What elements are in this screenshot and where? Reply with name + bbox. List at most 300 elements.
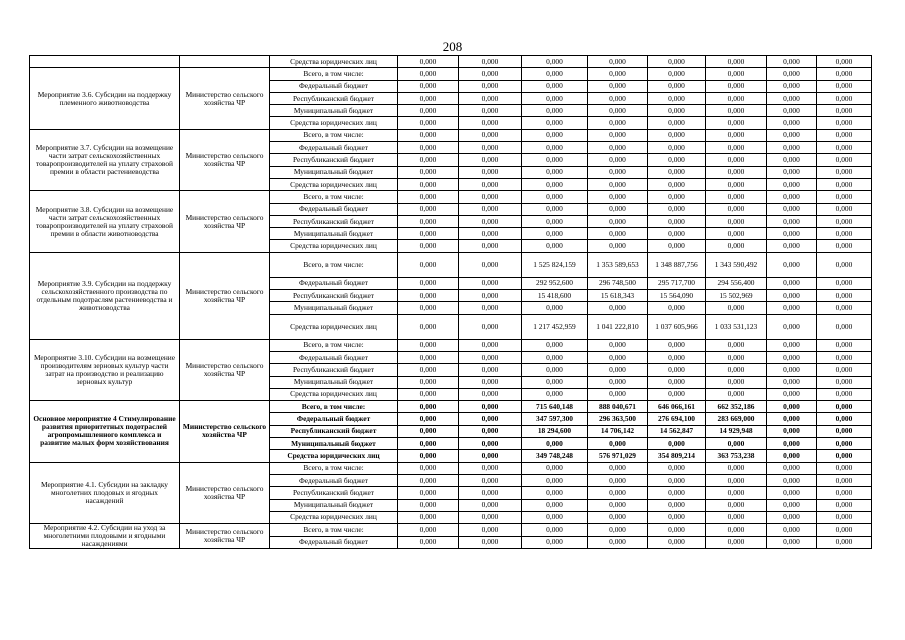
amount-cell: 0,000 <box>398 351 459 363</box>
amount-cell: 0,000 <box>588 68 648 80</box>
amount-cell: 0,000 <box>459 142 522 154</box>
amount-cell: 0,000 <box>648 474 706 486</box>
amount-cell: 0,000 <box>767 376 817 388</box>
amount-cell: 888 040,671 <box>588 401 648 413</box>
amount-cell: 0,000 <box>817 376 872 388</box>
amount-cell: 0,000 <box>398 80 459 92</box>
amount-cell: 0,000 <box>588 105 648 117</box>
amount-cell: 0,000 <box>588 129 648 141</box>
amount-cell: 0,000 <box>459 401 522 413</box>
amount-cell: 0,000 <box>588 166 648 178</box>
amount-cell: 0,000 <box>817 191 872 203</box>
executor-cell: Министерство сельского хозяйства ЧР <box>180 252 270 339</box>
amount-cell: 0,000 <box>817 438 872 450</box>
amount-cell: 0,000 <box>817 339 872 351</box>
amount-cell: 0,000 <box>459 524 522 537</box>
amount-cell: 0,000 <box>817 56 872 68</box>
amount-cell: 0,000 <box>522 191 588 203</box>
amount-cell: 0,000 <box>817 450 872 462</box>
amount-cell: 0,000 <box>588 215 648 227</box>
amount-cell: 0,000 <box>522 92 588 104</box>
amount-cell: 662 352,186 <box>706 401 767 413</box>
amount-cell: 15 618,343 <box>588 290 648 302</box>
amount-cell: 0,000 <box>706 215 767 227</box>
amount-cell: 0,000 <box>648 142 706 154</box>
amount-cell: 0,000 <box>767 536 817 549</box>
amount-cell: 0,000 <box>398 524 459 537</box>
amount-cell: 0,000 <box>398 166 459 178</box>
amount-cell: 354 809,214 <box>648 450 706 462</box>
amount-cell: 0,000 <box>706 499 767 511</box>
amount-cell: 0,000 <box>459 68 522 80</box>
amount-cell: 0,000 <box>522 215 588 227</box>
amount-cell: 0,000 <box>522 487 588 499</box>
amount-cell: 0,000 <box>706 438 767 450</box>
funding-source-cell: Республиканский бюджет <box>270 487 398 499</box>
amount-cell: 0,000 <box>398 462 459 474</box>
budget-table <box>29 55 872 549</box>
amount-cell: 0,000 <box>648 68 706 80</box>
amount-cell: 0,000 <box>648 388 706 400</box>
amount-cell: 0,000 <box>522 117 588 129</box>
amount-cell: 0,000 <box>817 413 872 425</box>
amount-cell: 0,000 <box>817 474 872 486</box>
funding-source-cell: Муниципальный бюджет <box>270 302 398 314</box>
amount-cell: 0,000 <box>817 252 872 277</box>
amount-cell: 0,000 <box>767 240 817 252</box>
amount-cell: 0,000 <box>459 252 522 277</box>
amount-cell: 0,000 <box>706 474 767 486</box>
page-number: 208 <box>442 39 463 54</box>
amount-cell: 0,000 <box>522 536 588 549</box>
funding-source-cell: Федеральный бюджет <box>270 80 398 92</box>
amount-cell: 0,000 <box>817 388 872 400</box>
amount-cell: 0,000 <box>648 105 706 117</box>
table-row <box>30 68 872 80</box>
amount-cell: 0,000 <box>767 117 817 129</box>
amount-cell: 0,000 <box>648 117 706 129</box>
amount-cell: 0,000 <box>522 228 588 240</box>
amount-cell: 0,000 <box>706 302 767 314</box>
table-row <box>30 524 872 537</box>
amount-cell: 0,000 <box>459 511 522 523</box>
amount-cell: 0,000 <box>648 499 706 511</box>
amount-cell: 1 033 531,123 <box>706 314 767 339</box>
amount-cell: 0,000 <box>522 376 588 388</box>
amount-cell: 0,000 <box>588 499 648 511</box>
amount-cell: 0,000 <box>706 154 767 166</box>
amount-cell: 0,000 <box>767 203 817 215</box>
funding-source-cell: Средства юридических лиц <box>270 178 398 190</box>
amount-cell: 0,000 <box>398 450 459 462</box>
table-row <box>30 252 872 277</box>
amount-cell: 0,000 <box>459 240 522 252</box>
funding-source-cell: Республиканский бюджет <box>270 364 398 376</box>
amount-cell: 0,000 <box>706 376 767 388</box>
funding-source-cell: Средства юридических лиц <box>270 117 398 129</box>
amount-cell: 0,000 <box>398 129 459 141</box>
amount-cell: 0,000 <box>767 474 817 486</box>
amount-cell: 295 717,700 <box>648 277 706 289</box>
amount-cell: 0,000 <box>817 499 872 511</box>
amount-cell: 0,000 <box>522 339 588 351</box>
amount-cell: 0,000 <box>767 191 817 203</box>
amount-cell: 0,000 <box>817 364 872 376</box>
amount-cell: 0,000 <box>398 401 459 413</box>
amount-cell: 0,000 <box>522 129 588 141</box>
amount-cell: 0,000 <box>817 511 872 523</box>
amount-cell: 0,000 <box>398 215 459 227</box>
amount-cell: 0,000 <box>588 240 648 252</box>
amount-cell: 0,000 <box>648 191 706 203</box>
amount-cell: 0,000 <box>459 191 522 203</box>
amount-cell: 0,000 <box>522 499 588 511</box>
funding-source-cell: Республиканский бюджет <box>270 215 398 227</box>
amount-cell: 0,000 <box>398 142 459 154</box>
amount-cell: 0,000 <box>767 499 817 511</box>
amount-cell: 0,000 <box>459 302 522 314</box>
amount-cell: 283 669,000 <box>706 413 767 425</box>
amount-cell: 0,000 <box>588 474 648 486</box>
amount-cell: 0,000 <box>706 462 767 474</box>
amount-cell: 0,000 <box>522 474 588 486</box>
amount-cell: 0,000 <box>459 154 522 166</box>
amount-cell: 0,000 <box>459 314 522 339</box>
amount-cell: 292 952,600 <box>522 277 588 289</box>
amount-cell: 0,000 <box>398 252 459 277</box>
amount-cell: 0,000 <box>767 314 817 339</box>
amount-cell: 0,000 <box>398 154 459 166</box>
amount-cell: 0,000 <box>398 203 459 215</box>
amount-cell: 1 041 222,810 <box>588 314 648 339</box>
amount-cell: 0,000 <box>398 178 459 190</box>
table-row <box>30 191 872 203</box>
amount-cell: 0,000 <box>648 228 706 240</box>
amount-cell: 0,000 <box>459 129 522 141</box>
amount-cell: 0,000 <box>648 536 706 549</box>
amount-cell: 15 502,969 <box>706 290 767 302</box>
amount-cell: 0,000 <box>398 240 459 252</box>
amount-cell: 0,000 <box>522 302 588 314</box>
funding-source-cell: Республиканский бюджет <box>270 92 398 104</box>
amount-cell: 0,000 <box>706 364 767 376</box>
funding-source-cell: Республиканский бюджет <box>270 290 398 302</box>
executor-cell <box>180 56 270 68</box>
amount-cell: 0,000 <box>459 290 522 302</box>
measure-name-cell: Мероприятие 3.9. Субсидии на поддержку сельскохозяйственного производства по отдельным подотраслям растениеводства и животноводства <box>30 252 180 339</box>
amount-cell: 0,000 <box>767 401 817 413</box>
funding-source-cell: Федеральный бюджет <box>270 277 398 289</box>
amount-cell: 0,000 <box>767 462 817 474</box>
amount-cell: 1 217 452,959 <box>522 314 588 339</box>
funding-source-cell: Средства юридических лиц <box>270 511 398 523</box>
funding-source-cell: Средства юридических лиц <box>270 388 398 400</box>
amount-cell: 0,000 <box>648 339 706 351</box>
amount-cell: 0,000 <box>459 105 522 117</box>
amount-cell: 0,000 <box>522 511 588 523</box>
amount-cell: 0,000 <box>648 511 706 523</box>
amount-cell: 0,000 <box>522 203 588 215</box>
amount-cell: 0,000 <box>588 487 648 499</box>
amount-cell: 0,000 <box>398 68 459 80</box>
funding-source-cell: Муниципальный бюджет <box>270 105 398 117</box>
amount-cell: 0,000 <box>817 215 872 227</box>
amount-cell: 0,000 <box>588 56 648 68</box>
amount-cell: 0,000 <box>398 314 459 339</box>
amount-cell: 0,000 <box>767 105 817 117</box>
amount-cell: 0,000 <box>817 536 872 549</box>
amount-cell: 0,000 <box>459 388 522 400</box>
amount-cell: 0,000 <box>767 129 817 141</box>
amount-cell: 363 753,238 <box>706 450 767 462</box>
amount-cell: 0,000 <box>588 364 648 376</box>
amount-cell: 0,000 <box>588 511 648 523</box>
amount-cell: 0,000 <box>459 536 522 549</box>
amount-cell: 0,000 <box>459 438 522 450</box>
funding-source-cell: Всего, в том числе: <box>270 462 398 474</box>
executor-cell: Министерство сельского хозяйства ЧР <box>180 191 270 252</box>
funding-source-cell: Всего, в том числе: <box>270 252 398 277</box>
amount-cell: 0,000 <box>459 487 522 499</box>
amount-cell: 0,000 <box>767 92 817 104</box>
amount-cell: 0,000 <box>522 56 588 68</box>
amount-cell: 0,000 <box>588 376 648 388</box>
amount-cell: 0,000 <box>459 228 522 240</box>
measure-name-cell: Мероприятие 3.10. Субсидии на возмещение производителям зерновых культур части затрат на производство и реализацию зерновых культур <box>30 339 180 400</box>
amount-cell: 0,000 <box>588 339 648 351</box>
funding-source-cell: Республиканский бюджет <box>270 154 398 166</box>
amount-cell: 0,000 <box>588 80 648 92</box>
amount-cell: 0,000 <box>459 413 522 425</box>
amount-cell: 0,000 <box>588 178 648 190</box>
amount-cell: 0,000 <box>706 536 767 549</box>
amount-cell: 0,000 <box>767 450 817 462</box>
amount-cell: 0,000 <box>588 92 648 104</box>
amount-cell: 0,000 <box>588 191 648 203</box>
amount-cell: 0,000 <box>706 524 767 537</box>
amount-cell: 0,000 <box>522 364 588 376</box>
amount-cell: 0,000 <box>817 142 872 154</box>
amount-cell: 0,000 <box>767 252 817 277</box>
funding-source-cell: Всего, в том числе: <box>270 401 398 413</box>
amount-cell: 0,000 <box>398 302 459 314</box>
amount-cell: 0,000 <box>767 277 817 289</box>
funding-source-cell: Федеральный бюджет <box>270 536 398 549</box>
funding-source-cell: Средства юридических лиц <box>270 314 398 339</box>
amount-cell: 0,000 <box>398 364 459 376</box>
amount-cell: 0,000 <box>588 154 648 166</box>
amount-cell: 0,000 <box>459 339 522 351</box>
amount-cell: 0,000 <box>459 351 522 363</box>
amount-cell: 0,000 <box>459 450 522 462</box>
amount-cell: 0,000 <box>522 388 588 400</box>
amount-cell: 0,000 <box>817 302 872 314</box>
amount-cell: 0,000 <box>588 203 648 215</box>
amount-cell: 1 353 589,653 <box>588 252 648 277</box>
amount-cell: 0,000 <box>522 166 588 178</box>
amount-cell: 576 971,029 <box>588 450 648 462</box>
amount-cell: 0,000 <box>706 56 767 68</box>
amount-cell: 0,000 <box>767 524 817 537</box>
amount-cell: 0,000 <box>459 364 522 376</box>
amount-cell: 0,000 <box>522 154 588 166</box>
amount-cell: 0,000 <box>522 462 588 474</box>
executor-cell: Министерство сельского хозяйства ЧР <box>180 524 270 549</box>
funding-source-cell: Средства юридических лиц <box>270 240 398 252</box>
amount-cell: 0,000 <box>706 240 767 252</box>
amount-cell: 0,000 <box>459 80 522 92</box>
amount-cell: 0,000 <box>706 68 767 80</box>
amount-cell: 18 294,600 <box>522 425 588 437</box>
amount-cell: 0,000 <box>588 228 648 240</box>
amount-cell: 0,000 <box>706 166 767 178</box>
amount-cell: 0,000 <box>398 511 459 523</box>
amount-cell: 0,000 <box>767 413 817 425</box>
amount-cell: 0,000 <box>706 80 767 92</box>
amount-cell: 715 640,148 <box>522 401 588 413</box>
funding-source-cell: Средства юридических лиц <box>270 56 398 68</box>
amount-cell: 0,000 <box>588 536 648 549</box>
amount-cell: 0,000 <box>817 351 872 363</box>
amount-cell: 0,000 <box>706 129 767 141</box>
amount-cell: 0,000 <box>522 68 588 80</box>
amount-cell: 0,000 <box>588 388 648 400</box>
amount-cell: 0,000 <box>522 178 588 190</box>
table-row <box>30 401 872 413</box>
amount-cell: 0,000 <box>459 203 522 215</box>
amount-cell: 0,000 <box>648 462 706 474</box>
funding-source-cell: Муниципальный бюджет <box>270 166 398 178</box>
amount-cell: 0,000 <box>706 105 767 117</box>
amount-cell: 0,000 <box>648 351 706 363</box>
amount-cell: 0,000 <box>522 351 588 363</box>
table-body <box>30 56 872 549</box>
amount-cell: 0,000 <box>767 511 817 523</box>
funding-source-cell: Муниципальный бюджет <box>270 438 398 450</box>
amount-cell: 0,000 <box>398 339 459 351</box>
amount-cell: 0,000 <box>817 68 872 80</box>
amount-cell: 0,000 <box>588 524 648 537</box>
amount-cell: 0,000 <box>767 351 817 363</box>
amount-cell: 14 706,142 <box>588 425 648 437</box>
amount-cell: 0,000 <box>522 438 588 450</box>
amount-cell: 0,000 <box>588 142 648 154</box>
amount-cell: 0,000 <box>817 240 872 252</box>
amount-cell: 0,000 <box>459 92 522 104</box>
amount-cell: 0,000 <box>398 56 459 68</box>
amount-cell: 15 418,600 <box>522 290 588 302</box>
amount-cell: 0,000 <box>398 487 459 499</box>
measure-name-cell: Мероприятие 3.6. Субсидии на поддержку племенного животноводства <box>30 68 180 129</box>
amount-cell: 1 343 590,492 <box>706 252 767 277</box>
amount-cell: 0,000 <box>398 191 459 203</box>
amount-cell: 0,000 <box>767 339 817 351</box>
amount-cell: 0,000 <box>459 56 522 68</box>
amount-cell: 0,000 <box>398 228 459 240</box>
amount-cell: 0,000 <box>817 117 872 129</box>
amount-cell: 0,000 <box>817 203 872 215</box>
amount-cell: 347 597,300 <box>522 413 588 425</box>
funding-source-cell: Муниципальный бюджет <box>270 499 398 511</box>
measure-name-cell: Мероприятие 4.2. Субсидии на уход за многолетними плодовыми и ягодными насаждениями <box>30 524 180 549</box>
executor-cell: Министерство сельского хозяйства ЧР <box>180 68 270 129</box>
amount-cell: 0,000 <box>767 166 817 178</box>
amount-cell: 0,000 <box>706 388 767 400</box>
executor-cell: Министерство сельского хозяйства ЧР <box>180 401 270 462</box>
amount-cell: 0,000 <box>817 277 872 289</box>
funding-source-cell: Всего, в том числе: <box>270 339 398 351</box>
funding-source-cell: Федеральный бюджет <box>270 142 398 154</box>
funding-source-cell: Федеральный бюджет <box>270 474 398 486</box>
amount-cell: 0,000 <box>648 215 706 227</box>
amount-cell: 0,000 <box>817 487 872 499</box>
amount-cell: 0,000 <box>648 240 706 252</box>
amount-cell: 0,000 <box>767 487 817 499</box>
amount-cell: 0,000 <box>459 376 522 388</box>
funding-source-cell: Муниципальный бюджет <box>270 376 398 388</box>
amount-cell: 14 929,948 <box>706 425 767 437</box>
amount-cell: 0,000 <box>706 92 767 104</box>
funding-source-cell: Всего, в том числе: <box>270 129 398 141</box>
amount-cell: 0,000 <box>398 438 459 450</box>
amount-cell: 0,000 <box>459 474 522 486</box>
amount-cell: 0,000 <box>459 117 522 129</box>
amount-cell: 0,000 <box>588 462 648 474</box>
amount-cell: 0,000 <box>706 228 767 240</box>
amount-cell: 0,000 <box>588 302 648 314</box>
amount-cell: 0,000 <box>767 438 817 450</box>
amount-cell: 0,000 <box>767 154 817 166</box>
amount-cell: 0,000 <box>398 474 459 486</box>
funding-source-cell: Федеральный бюджет <box>270 203 398 215</box>
amount-cell: 0,000 <box>648 203 706 215</box>
amount-cell: 0,000 <box>767 68 817 80</box>
amount-cell: 0,000 <box>817 129 872 141</box>
amount-cell: 646 066,161 <box>648 401 706 413</box>
amount-cell: 0,000 <box>767 178 817 190</box>
amount-cell: 0,000 <box>648 178 706 190</box>
amount-cell: 0,000 <box>767 290 817 302</box>
amount-cell: 0,000 <box>459 499 522 511</box>
amount-cell: 0,000 <box>522 80 588 92</box>
amount-cell: 0,000 <box>817 228 872 240</box>
amount-cell: 0,000 <box>767 142 817 154</box>
amount-cell: 0,000 <box>459 166 522 178</box>
amount-cell: 0,000 <box>767 228 817 240</box>
amount-cell: 0,000 <box>648 302 706 314</box>
funding-source-cell: Всего, в том числе: <box>270 524 398 537</box>
funding-source-cell: Муниципальный бюджет <box>270 228 398 240</box>
funding-source-cell: Всего, в том числе: <box>270 68 398 80</box>
amount-cell: 296 363,500 <box>588 413 648 425</box>
funding-source-cell: Федеральный бюджет <box>270 351 398 363</box>
amount-cell: 0,000 <box>817 401 872 413</box>
amount-cell: 0,000 <box>648 487 706 499</box>
measure-name-cell: Мероприятие 3.7. Субсидии на возмещение части затрат сельскохозяйственных товаропроизводителей на уплату страховой премии в области растениеводства <box>30 129 180 190</box>
funding-source-cell: Средства юридических лиц <box>270 450 398 462</box>
amount-cell: 0,000 <box>706 339 767 351</box>
amount-cell: 0,000 <box>817 524 872 537</box>
amount-cell: 0,000 <box>817 92 872 104</box>
table-row <box>30 129 872 141</box>
amount-cell: 0,000 <box>459 277 522 289</box>
amount-cell: 0,000 <box>706 178 767 190</box>
amount-cell: 0,000 <box>398 388 459 400</box>
amount-cell: 0,000 <box>767 80 817 92</box>
table-row <box>30 462 872 474</box>
amount-cell: 0,000 <box>817 154 872 166</box>
amount-cell: 0,000 <box>706 117 767 129</box>
